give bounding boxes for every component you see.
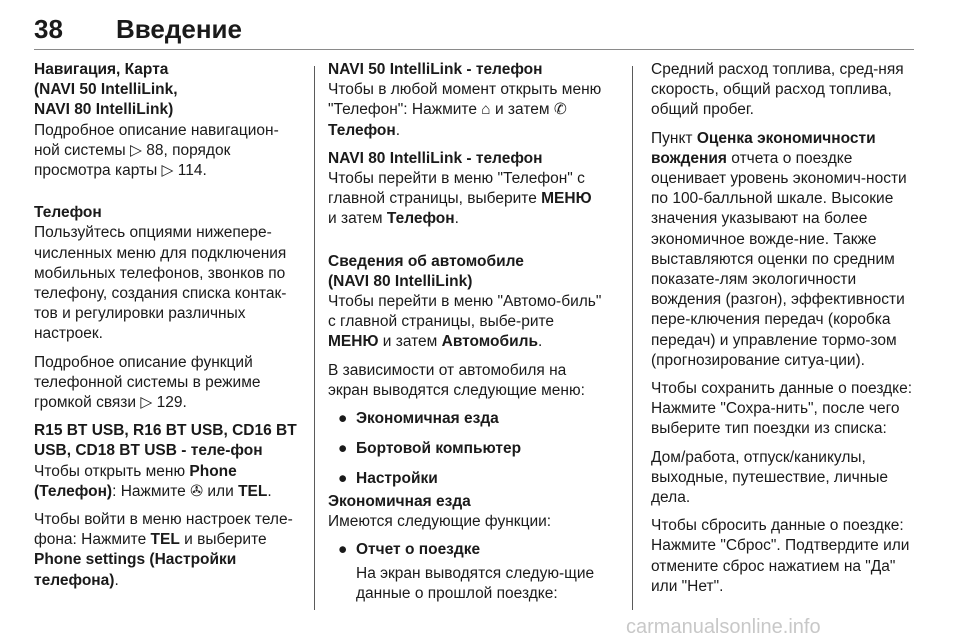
phone-paragraph-2: Подробное описание функций телефонной системы в режиме громкой связи ▷ 129.	[34, 353, 302, 414]
phone-heading: Телефон	[34, 204, 102, 222]
nav-heading-line-2: (NAVI 50 IntelliLink,	[34, 81, 178, 99]
page-ref-arrow-icon: ▷	[161, 162, 174, 180]
eco-score-label: Оценка экономичности вождения	[651, 129, 876, 167]
eco-score-paragraph	[651, 129, 921, 371]
bullet-icon: ●	[338, 541, 348, 559]
phone-paragraph-1: Пользуйтесь опциями нижепере-численных меню для подключения мобильных телефонов, звонков по телефону, создания списка контак-тов и регулировки различных настроек.	[34, 224, 287, 343]
eco-driving-paragraph: Имеются следующие функции:	[328, 512, 552, 530]
navi80-text: Чтобы перейти в меню "Телефон" с главной страницы, выберите	[328, 170, 585, 208]
eco-function-list	[328, 540, 604, 560]
list-item-label: Отчет о поездке	[356, 541, 481, 559]
list-item	[328, 439, 604, 459]
r15-phone-menu-label: Phone (Телефон)	[34, 462, 237, 500]
phone-key-icon: ✇	[190, 482, 204, 500]
list-item	[328, 540, 604, 560]
bullet-icon: ●	[338, 470, 348, 488]
nav-heading-line-3: NAVI 80 IntelliLink)	[34, 101, 174, 119]
r15-p1-text: Чтобы открыть меню	[34, 462, 186, 480]
page-header	[34, 14, 914, 52]
trip-types-paragraph: Дом/работа, отпуск/каникулы, выходные, путешествие, личные дела.	[651, 448, 889, 507]
r15-paragraph-1: Чтобы открыть меню Phone (Телефон): Нажмите ✇ или TEL.	[34, 462, 302, 502]
home-icon: ⌂	[481, 101, 491, 119]
page-title: Введение	[116, 14, 242, 44]
column-2	[328, 60, 604, 605]
nav-heading-line-1: Навигация, Карта	[34, 61, 169, 78]
nav-ref-88[interactable]: 88	[146, 141, 164, 159]
vehicle-info-heading-2: (NAVI 80 IntelliLink)	[328, 272, 473, 290]
vehicle-info-then: и затем	[382, 333, 438, 351]
navi50-phone-heading: NAVI 50 IntelliLink - телефон	[328, 61, 543, 78]
trip-report-text: На экран выводятся следую-щие данные о прошлой поездке:	[356, 565, 595, 603]
nav-text: Подробное описание навигацион-ной системы	[34, 121, 279, 159]
r15-p1-or: или	[207, 482, 234, 500]
r15-p2-text: Чтобы войти в меню настроек теле-фона: Нажмите	[34, 511, 293, 549]
navi80-then: и затем	[328, 210, 383, 228]
column-1	[34, 60, 302, 599]
navi50-phone-paragraph: Чтобы в любой момент открыть меню "Телефон": Нажмите ⌂ и затем ✆Телефон.	[328, 81, 602, 139]
header-divider	[34, 49, 914, 50]
phone-p2-text: Подробное описание функций телефонной системы в режиме громкой связи	[34, 353, 261, 412]
vehicle-info-paragraph-2: В зависимости от автомобиля на экран выводятся следующие меню:	[328, 361, 585, 399]
column-divider-2	[632, 66, 633, 610]
vehicle-info-text: Чтобы перейти в меню "Автомо-биль" с главной страницы, выбе-рите	[328, 293, 602, 331]
nav-ref-114[interactable]: 114	[177, 162, 203, 180]
r15-p2-select: и выберите	[184, 531, 267, 549]
navi80-phone-heading: NAVI 80 IntelliLink - телефон	[328, 149, 543, 167]
vehicle-info-menu-label: МЕНЮ	[328, 333, 379, 351]
navi50-phone-text: Телефон	[328, 121, 396, 139]
navi50-text: Чтобы в любой момент открыть меню "Телефон": Нажмите	[328, 81, 602, 119]
r15-paragraph-2: Чтобы войти в меню настроек теле-фона: Нажмите TEL и выберите Phone settings (Настройки телефона).	[34, 511, 293, 589]
r15-phone-settings-label: Phone settings (Настройки телефона)	[34, 551, 237, 589]
column-divider-1	[314, 66, 315, 610]
page-ref-arrow-icon: ▷	[129, 141, 142, 159]
navi50-then: и затем	[494, 101, 550, 119]
page-ref-arrow-icon: ▷	[140, 394, 153, 412]
vehicle-menu-list	[328, 409, 604, 490]
bullet-icon: ●	[338, 410, 348, 428]
nav-text-mid: , порядок просмотра карты	[34, 141, 231, 180]
list-item-label: Экономичная езда	[356, 410, 499, 428]
phone-handset-icon: ✆	[553, 101, 567, 119]
vehicle-info-paragraph-1: Чтобы перейти в меню "Автомо-биль" с главной страницы, выбе-рите МЕНЮ и затем Автомобиль.	[328, 293, 602, 351]
navi80-phone-paragraph: Чтобы перейти в меню "Телефон" с главной страницы, выберите МЕНЮ и затем Телефон.	[328, 170, 592, 228]
eco-score-prefix: Пункт	[651, 129, 693, 147]
r15-heading: R15 BT USB, R16 BT USB, CD16 BT USB, CD18 BT USB - теле-фон	[34, 422, 297, 460]
phone-ref-129[interactable]: 129	[156, 394, 183, 412]
reset-trip-paragraph: Чтобы сбросить данные о поездке: Нажмите "Сброс". Подтвердите или отмените сброс нажатием на "Да" или "Нет".	[651, 517, 910, 595]
eco-score-text: отчета о поездке оценивает уровень экономич-ности по 100-балльной шкале. Высокие значения указывают на более экономичное вожде-ние. Также выставляются оценки по средним показате-лям экологичности вождения (разгон), эффективности пере-ключения передач (коробка передач) и управление тормо-зом (прогнозирование ситуа-ции).	[651, 149, 907, 369]
watermark: carmanualsonline.info	[626, 616, 821, 638]
nav-paragraph: Подробное описание навигацион-ной системы ▷ 88, порядок просмотра карты ▷ 114.	[34, 121, 302, 182]
page-number: 38	[34, 14, 63, 44]
navi80-menu-label: МЕНЮ	[541, 190, 592, 208]
save-trip-paragraph: Чтобы сохранить данные о поездке: Нажмите "Сохра-нить", после чего выберите тип поездки из списка:	[651, 380, 913, 438]
r15-p1-press: : Нажмите	[112, 482, 186, 500]
column-3	[651, 60, 921, 605]
trip-data-paragraph: Средний расход топлива, сред-няя скорость, общий расход топлива, общий пробег.	[651, 61, 904, 119]
vehicle-info-car-label: Автомобиль	[441, 333, 539, 351]
bullet-icon: ●	[338, 440, 348, 458]
list-item	[328, 469, 604, 489]
list-item-label: Бортовой компьютер	[356, 440, 522, 458]
navi80-phone-label: Телефон	[386, 210, 455, 228]
r15-tel-key-label: TEL	[238, 482, 268, 500]
r15-p2-tel-label: TEL	[150, 531, 180, 549]
list-item	[328, 409, 604, 429]
list-item-label: Настройки	[356, 470, 438, 488]
vehicle-info-heading-1: Сведения об автомобиле	[328, 252, 524, 270]
eco-driving-heading: Экономичная езда	[328, 492, 471, 510]
